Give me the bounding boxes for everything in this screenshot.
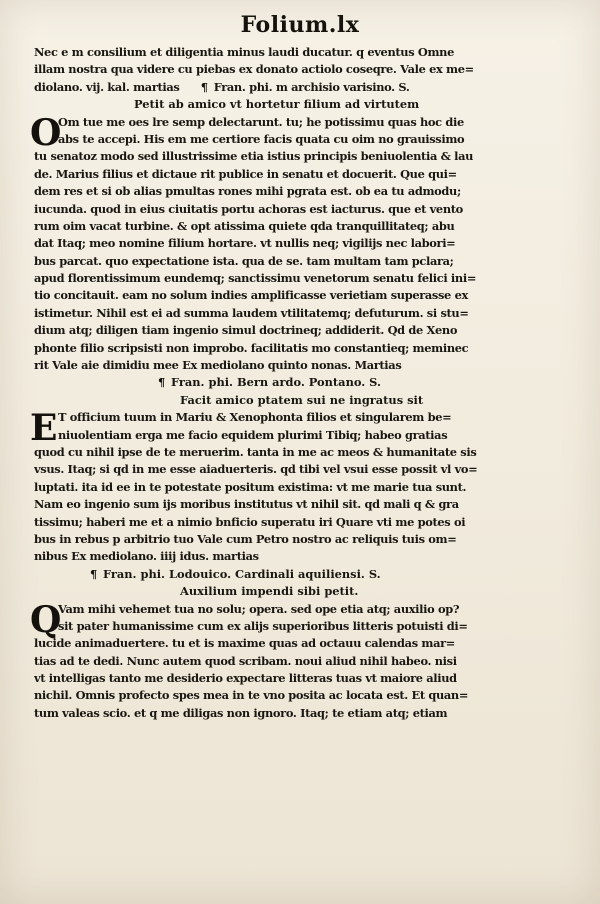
text-line: nibus Ex mediolano. iiij idus. martias bbox=[34, 549, 259, 564]
text-line: sit pater humanissime cum ex alijs superioribus litteris potuisti di= bbox=[58, 618, 468, 633]
text-line: illam nostra qua videre cu piebas ex donato actiolo coseqre. Vale ex me= bbox=[34, 62, 474, 77]
text-line: T officium tuum in Mariu & Xenophonta filios et singularem be= bbox=[58, 410, 452, 425]
text-line: abs te accepi. His em me certiore facis quata cu oim no grauissimo bbox=[58, 131, 465, 146]
letters-text-block bbox=[30, 44, 562, 722]
signature-line bbox=[34, 374, 562, 391]
text-line: vsus. Itaq; si qd in me esse aiaduerteris. qd tibi vel vsui esse possit vl vo= bbox=[34, 462, 478, 477]
letter-heading: Petit ab amico vt hortetur filium ad virtutem bbox=[134, 97, 420, 112]
text-line: rit Vale aie dimidiu mee Ex mediolano quinto nonas. Martias bbox=[34, 358, 402, 373]
letter-salutation: Fran. phi. m archisio varisino. S. bbox=[213, 79, 410, 94]
text-line: phonte filio scripsisti non improbo. facilitatis mo constantieq; meminec bbox=[34, 340, 469, 355]
text-line: tum valeas scio. et q me diligas non ignoro. Itaq; te etiam atq; etiam bbox=[34, 705, 448, 720]
pilcrow-mark: ¶ bbox=[200, 79, 208, 94]
letter-body bbox=[30, 407, 562, 566]
text-line: dat Itaq; meo nomine filium hortare. vt nullis neq; vigilijs nec labori= bbox=[34, 236, 456, 251]
letter-heading: Auxilium impendi sibi petit. bbox=[180, 584, 359, 599]
letter-body bbox=[30, 111, 562, 375]
text-line: Nam eo ingenio sum ijs moribus institutus vt nihil sit. qd mali q & gra bbox=[34, 497, 459, 512]
text-line: quod cu nihil ipse de te meruerim. tanta in me ac meos & humanitate sis bbox=[34, 444, 477, 459]
text-line: vt intelligas tanto me desiderio expectare litteras tuas vt maiore aliud bbox=[34, 671, 457, 686]
pilcrow-mark: ¶ bbox=[90, 566, 98, 581]
text-line: luptati. ita id ee in te potestate positum existima: vt me marie tua sunt. bbox=[34, 479, 467, 494]
closing-date: diolano. vij. kal. martias bbox=[34, 79, 180, 94]
text-line: nichil. Omnis profecto spes mea in te vno posita ac locata est. Et quan= bbox=[34, 688, 469, 703]
drop-cap: O bbox=[30, 111, 62, 154]
text-line: Vam mihi vehemet tua no solu; opera. sed ope etia atq; auxilio op? bbox=[58, 601, 460, 616]
text-line: bus parcat. quo expectatione ista. qua de se. tam multam tam pclara; bbox=[34, 253, 454, 268]
signature-line bbox=[34, 566, 562, 583]
text-line: iucunda. quod in eius ciuitatis portu achoras est iacturus. que et vento bbox=[34, 201, 463, 216]
drop-cap: Q bbox=[30, 598, 62, 641]
text-line: tissimu; haberi me et a nimio bnficio superatu iri Quare vti me potes oi bbox=[34, 514, 466, 529]
text-line: niuolentiam erga me facio equidem plurimi Tibiq; habeo gratias bbox=[58, 427, 448, 442]
text-line: dem res et si ob alias pmultas rones mihi pgrata est. ob ea tu admodu; bbox=[34, 184, 461, 199]
text-line: de. Marius filius et dictaue rit publice in senatu et docuerit. Que qui= bbox=[34, 166, 457, 181]
pilcrow-mark: ¶ bbox=[158, 375, 166, 390]
text-line: Nec e m consilium et diligentia minus laudi ducatur. q eventus Omne bbox=[34, 45, 455, 59]
text-line: rum oim vacat turbine. & opt atissima quiete qda tranquillitateq; abu bbox=[34, 218, 455, 233]
text-line: tias ad te dedi. Nunc autem quod scribam. noui aliud nihil habeo. nisi bbox=[34, 653, 457, 668]
text-line: tio concitauit. eam no solum indies amplificasse verietiam superasse ex bbox=[34, 288, 468, 303]
letter-heading: Facit amico ptatem sui ne ingratus sit bbox=[180, 392, 424, 407]
text-line-with-signature bbox=[34, 79, 562, 96]
text-line: lucide animaduertere. tu et is maxime quas ad octauu calendas mar= bbox=[34, 636, 455, 651]
text-line: Om tue me oes lre semp delectarunt. tu; he potissimu quas hoc die bbox=[58, 114, 464, 129]
text-line: tu senatoz modo sed illustrissime etia istius principis beniuolentia & lau bbox=[34, 149, 474, 164]
text-line: bus in rebus p arbitrio tuo Vale cum Petro nostro ac reliquis tuis om= bbox=[34, 531, 457, 546]
text-line: dium atq; diligen tiam ingenio simul doctrineq; addiderit. Qd de Xeno bbox=[34, 323, 458, 338]
text-line: istimetur. Nihil est ei ad summa laudem vtilitatemq; defuturum. si stu= bbox=[34, 305, 469, 320]
letter-salutation: Fran. phi. Bern ardo. Pontano. S. bbox=[171, 375, 381, 390]
text-line: apud florentissimum eundemq; sanctissimu venetorum senatu felici ini= bbox=[34, 271, 477, 286]
drop-cap: E bbox=[30, 407, 58, 450]
letter-salutation: Fran. phi. Lodouico. Cardinali aquiliensi. S. bbox=[103, 566, 381, 581]
folio-number: Folium.lx bbox=[240, 12, 360, 38]
letter-body bbox=[30, 598, 562, 723]
